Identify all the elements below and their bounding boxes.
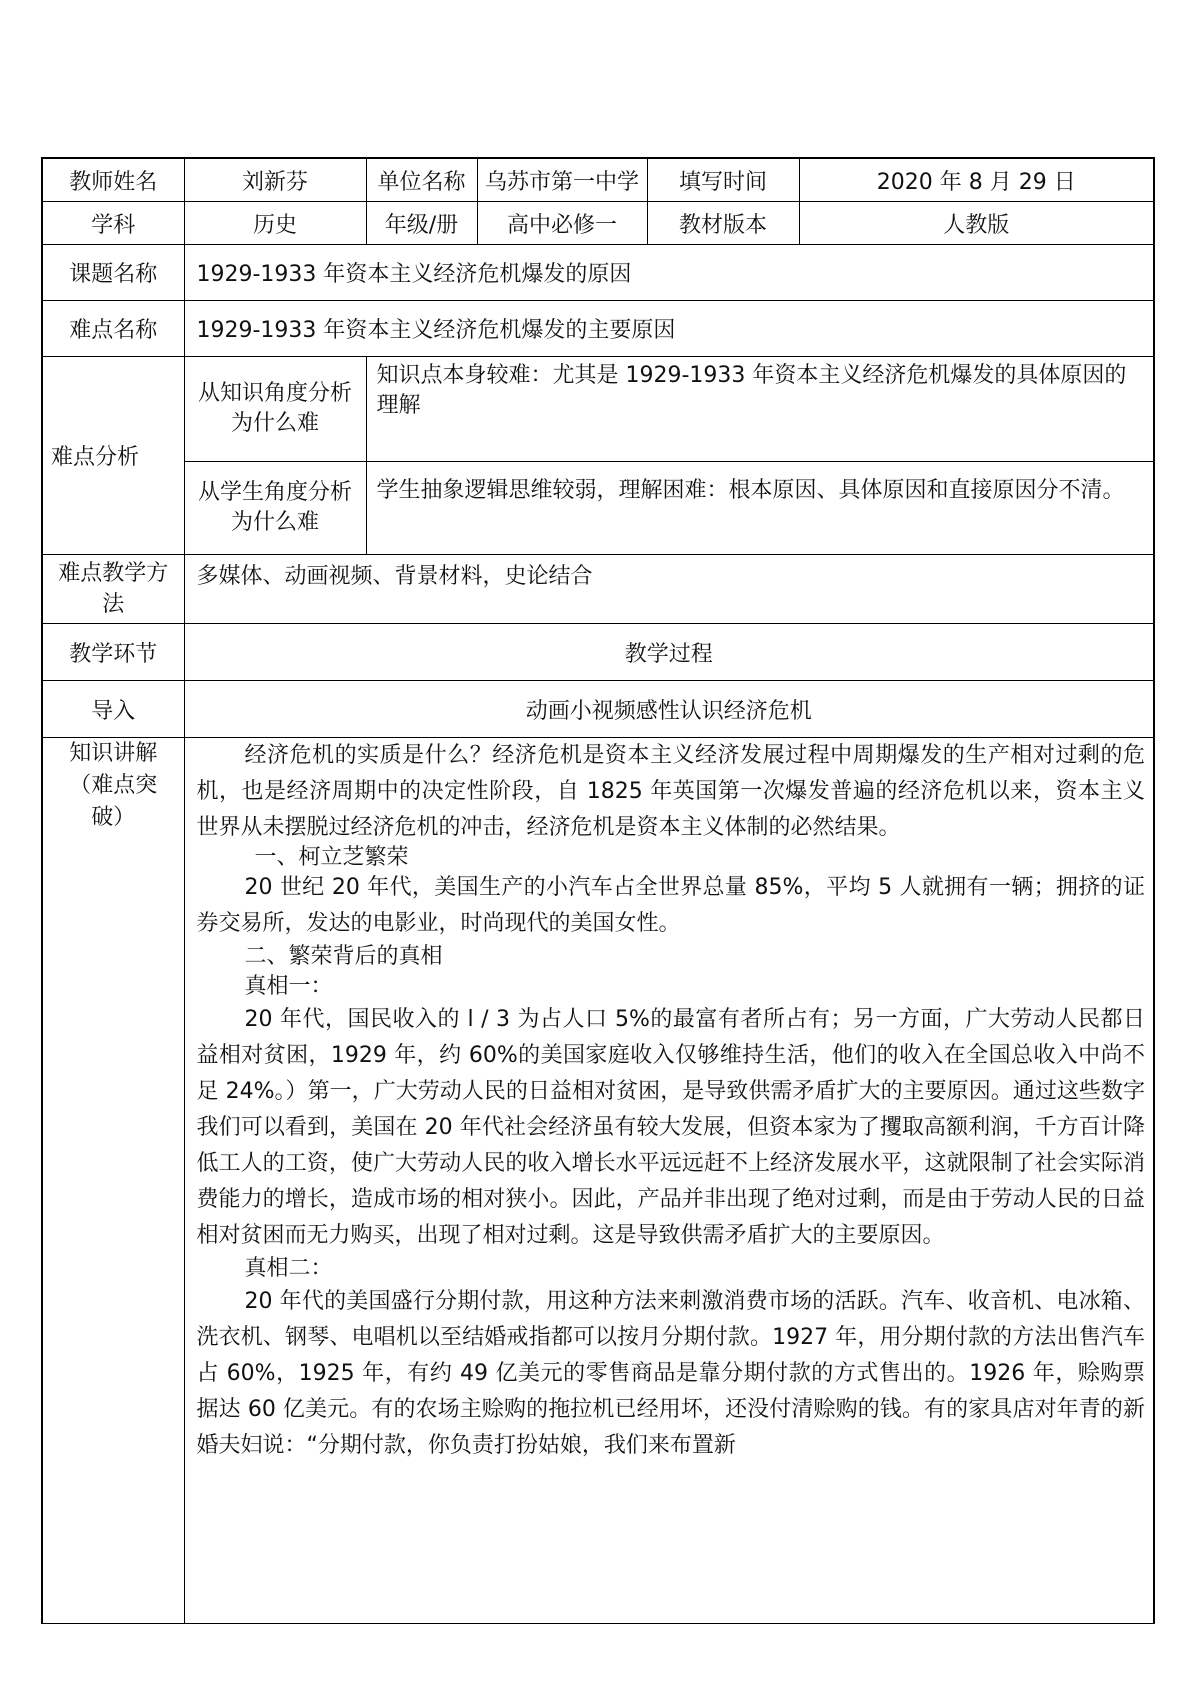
- teacher-label: 教师姓名: [42, 158, 184, 202]
- intro-label: 导入: [42, 681, 184, 738]
- explain-label: 知识讲解（难点突破）: [42, 738, 184, 1624]
- subject-label: 学科: [42, 202, 184, 245]
- intro-row: [42, 681, 1154, 738]
- explain-content: [184, 738, 1154, 1624]
- topic-label: 课题名称: [42, 245, 184, 301]
- heading-truth: 二、繁荣背后的真相: [244, 944, 443, 969]
- grade-label: 年级/册: [366, 202, 477, 245]
- unit-value: 乌苏市第一中学: [477, 158, 647, 202]
- stage-label: 教学环节: [42, 624, 184, 681]
- edition-value: 人教版: [799, 202, 1154, 245]
- paragraph-truth-two: 20 年代的美国盛行分期付款，用这种方法来刺激消费市场的活跃。汽车、收音机、电冰箱、洗衣机、钢琴、电唱机以至结婚戒指都可以按月分期付款。1927 年，用分期付款的方法出售汽车占 60%，1925 年，有约 49 亿美元的零售商品是靠分期付款的方式售出的。1926 年，赊购票据达 60 亿美元。有的农场主赊购的拖拉机已经用坏，还没付清赊购的钱。有的家具店对年青的新婚夫妇说：“分期付款，你负责打扮姑娘，我们来布置新: [196, 1289, 1145, 1458]
- method-value: 多媒体、动画视频、背景材料，史论结合: [184, 555, 1154, 624]
- date-label: 填写时间: [647, 158, 799, 202]
- process-header-row: [42, 624, 1154, 681]
- heading-coolidge: 一、柯立芝繁荣: [254, 845, 409, 870]
- topic-row: [42, 245, 1154, 301]
- grade-value: 高中必修一: [477, 202, 647, 245]
- method-label: 难点教学方法: [42, 555, 184, 624]
- difficulty-row: [42, 301, 1154, 357]
- lesson-plan-table: [41, 157, 1155, 1624]
- teacher-value: 刘新芬: [184, 158, 366, 202]
- student-label: 从学生角度分析为什么难: [184, 462, 366, 555]
- paragraph-essence: 经济危机的实质是什么？经济危机是资本主义经济发展过程中周期爆发的生产相对过剩的危机，也是经济周期中的决定性阶段，自 1825 年英国第一次爆发普遍的经济危机以来，资本主义世界从未摆脱过经济危机的冲击，经济危机是资本主义体制的必然结果。: [196, 743, 1145, 840]
- difficulty-value: 1929-1933 年资本主义经济危机爆发的主要原因: [184, 301, 1154, 357]
- method-row: [42, 555, 1154, 624]
- unit-label: 单位名称: [366, 158, 477, 202]
- student-analysis: 学生抽象逻辑思维较弱，理解困难：根本原因、具体原因和直接原因分不清。: [366, 462, 1154, 555]
- heading-truth-one: 真相一：: [244, 974, 333, 999]
- paragraph-truth-one: 20 年代，国民收入的 l / 3 为占人口 5%的最富有者所占有；另一方面，广大劳动人民都日益相对贫困，1929 年，约 60%的美国家庭收入仅够维持生活，他们的收入在全国总收入中尚不足 24%。）第一，广大劳动人民的日益相对贫困，是导致供需矛盾扩大的主要原因。通过这些数字我们可以看到，美国在 20 年代社会经济虽有较大发展，但资本家为了攫取高额利润，千方百计降低工人的工资，使广大劳动人民的收入增长水平远远赶不上经济发展水平，这就限制了社会实际消费能力的增长，造成市场的相对狭小。因此，产品并非出现了绝对过剩，而是由于劳动人民的日益相对贫困而无力购买，出现了相对过剩。这是导致供需矛盾扩大的主要原因。: [196, 1007, 1145, 1248]
- explain-row: [42, 738, 1154, 1624]
- analysis-label: 难点分析: [42, 357, 184, 555]
- heading-truth-two: 真相二：: [244, 1256, 333, 1281]
- header-row-2: [42, 202, 1154, 245]
- knowledge-analysis: 知识点本身较难：尤其是 1929-1933 年资本主义经济危机爆发的具体原因的理解: [366, 357, 1154, 462]
- paragraph-coolidge: 20 世纪 20 年代，美国生产的小汽车占全世界总量 85%，平均 5 人就拥有一辆；拥挤的证券交易所，发达的电影业，时尚现代的美国女性。: [196, 875, 1145, 936]
- knowledge-label: 从知识角度分析为什么难: [184, 357, 366, 462]
- process-label: 教学过程: [184, 624, 1154, 681]
- header-row-1: [42, 158, 1154, 202]
- intro-value: 动画小视频感性认识经济危机: [184, 681, 1154, 738]
- date-value: 2020 年 8 月 29 日: [799, 158, 1154, 202]
- analysis-row-student: [42, 462, 1154, 555]
- topic-value: 1929-1933 年资本主义经济危机爆发的原因: [184, 245, 1154, 301]
- analysis-row-knowledge: [42, 357, 1154, 462]
- difficulty-label: 难点名称: [42, 301, 184, 357]
- edition-label: 教材版本: [647, 202, 799, 245]
- subject-value: 历史: [184, 202, 366, 245]
